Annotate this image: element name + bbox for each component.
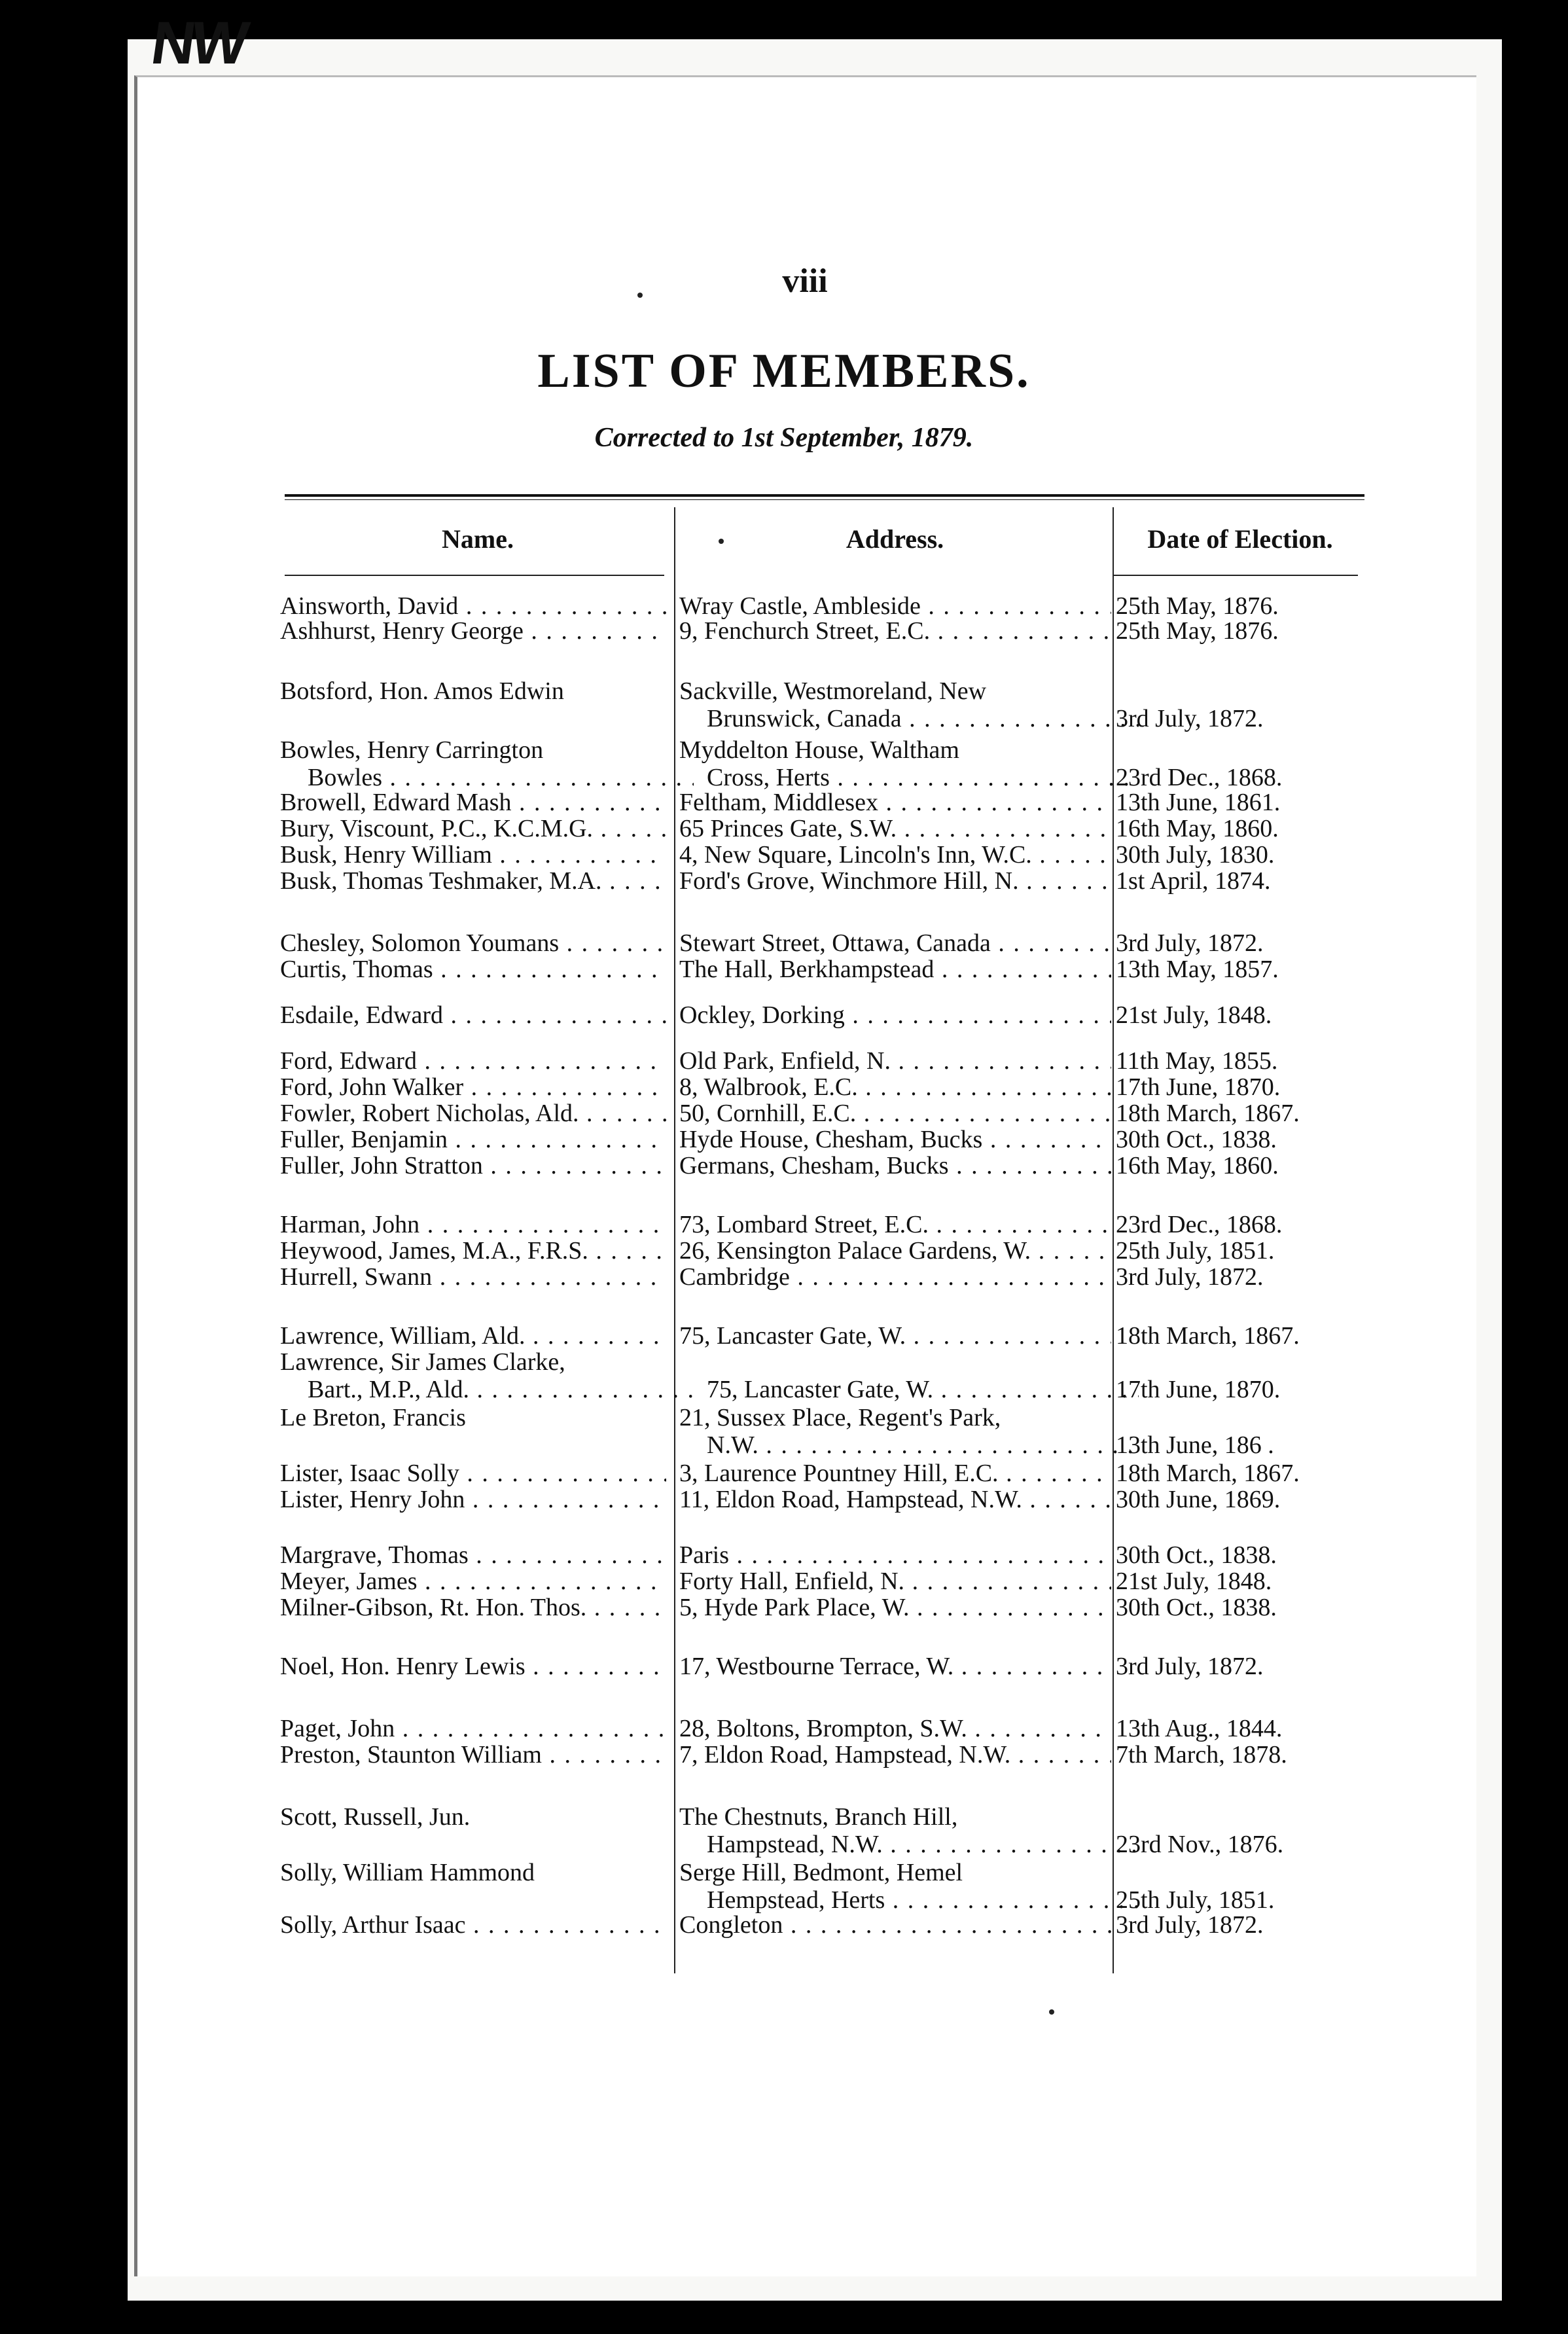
member-name: Paget, John . . . [280, 1715, 666, 1742]
member-name: Ainsworth, David . . . [280, 592, 666, 620]
member-name: Fuller, Benjamin . . . [280, 1126, 666, 1153]
member-election-date: 7th March, 1878. [1116, 1741, 1287, 1768]
member-address: Ockley, Dorking . . . [679, 1001, 1111, 1029]
member-address: 3, Laurence Pountney Hill, E.C. . . . [679, 1460, 1111, 1487]
member-name: Margrave, Thomas . . . [280, 1541, 666, 1569]
member-address: 75, Lancaster Gate, W. . . . [679, 1376, 1139, 1403]
member-election-date: 3rd July, 1872. [1116, 705, 1264, 732]
member-name: Busk, Henry William . . . [280, 841, 666, 869]
member-address: Stewart Street, Ottawa, Canada . . . [679, 929, 1111, 957]
member-election-date: 23rd Dec., 1868. [1116, 1211, 1283, 1238]
member-election-date: 23rd Nov., 1876. [1116, 1831, 1284, 1858]
member-address: 4, New Square, Lincoln's Inn, W.C. . . . [679, 841, 1111, 869]
member-name: Ford, Edward . . . [280, 1047, 666, 1075]
member-address: 11, Eldon Road, Hampstead, N.W. . . . [679, 1486, 1111, 1513]
member-address: Forty Hall, Enfield, N. . . . [679, 1568, 1111, 1595]
column-header-name: Name. [442, 524, 514, 554]
member-election-date: 13th June, 1861. [1116, 789, 1281, 816]
member-election-date: 16th May, 1860. [1116, 815, 1279, 842]
member-election-date: 11th May, 1855. [1116, 1047, 1278, 1075]
member-election-date: 30th Oct., 1838. [1116, 1126, 1277, 1153]
corner-handwritten-mark: NW [147, 10, 249, 77]
member-election-date: 1st April, 1874. [1116, 867, 1271, 895]
member-address: Hyde House, Chesham, Bucks . . . [679, 1126, 1111, 1153]
header-rule-date [1113, 575, 1358, 576]
member-name: Milner-Gibson, Rt. Hon. Thos. . . . [280, 1594, 666, 1621]
member-election-date: 3rd July, 1872. [1116, 1263, 1264, 1291]
member-address: 8, Walbrook, E.C. . . . [679, 1073, 1111, 1101]
member-address: 75, Lancaster Gate, W. . . . [679, 1322, 1111, 1350]
member-election-date: 18th March, 1867. [1116, 1322, 1300, 1350]
member-name: Scott, Russell, Jun. [280, 1803, 471, 1831]
member-election-date: 3rd July, 1872. [1116, 929, 1264, 957]
member-address: Hempstead, Herts . . . [679, 1886, 1139, 1914]
print-speck [1049, 2009, 1054, 2015]
member-election-date: 18th March, 1867. [1116, 1100, 1300, 1127]
member-name: Lawrence, Sir James Clarke, [280, 1348, 565, 1376]
print-speck [637, 293, 643, 298]
member-name: Solly, William Hammond [280, 1859, 535, 1886]
member-address: Germans, Chesham, Bucks . . . [679, 1152, 1111, 1179]
member-name: Bowles, Henry Carrington [280, 736, 544, 764]
member-name: Esdaile, Edward . . . [280, 1001, 666, 1029]
table-top-rule [285, 494, 1364, 497]
member-election-date: 17th June, 1870. [1116, 1376, 1281, 1403]
member-election-date: 25th July, 1851. [1116, 1886, 1275, 1914]
member-address: Sackville, Westmoreland, New [679, 677, 987, 705]
member-address: Myddelton House, Waltham [679, 736, 959, 764]
member-name: Bowles . . . [280, 764, 694, 791]
member-address: Old Park, Enfield, N. . . . [679, 1047, 1111, 1075]
member-address: 9, Fenchurch Street, E.C. . . . [679, 617, 1111, 645]
member-address: 17, Westbourne Terrace, W. . . . [679, 1653, 1111, 1680]
member-name: Curtis, Thomas . . . [280, 956, 666, 983]
member-election-date: 25th May, 1876. [1116, 592, 1279, 620]
member-address: Serge Hill, Bedmont, Hemel [679, 1859, 963, 1886]
member-name: Bury, Viscount, P.C., K.C.M.G. . . . [280, 815, 666, 842]
header-rule-name [285, 575, 664, 576]
member-election-date: 13th June, 186 . [1116, 1431, 1274, 1459]
member-address: Cambridge . . . [679, 1263, 1111, 1291]
member-name: Botsford, Hon. Amos Edwin [280, 677, 564, 705]
member-name: Heywood, James, M.A., F.R.S. . . . [280, 1237, 666, 1265]
member-election-date: 30th June, 1869. [1116, 1486, 1281, 1513]
page-subtitle: Corrected to 1st September, 1879. [594, 423, 974, 453]
column-divider-name-address [674, 507, 675, 1973]
member-name: Preston, Staunton William . . . [280, 1741, 666, 1768]
member-address: Cross, Herts . . . [679, 764, 1139, 791]
member-election-date: 30th Oct., 1838. [1116, 1541, 1277, 1569]
member-election-date: 30th July, 1830. [1116, 841, 1275, 869]
member-election-date: 23rd Dec., 1868. [1116, 764, 1283, 791]
member-name: Fuller, John Stratton . . . [280, 1152, 666, 1179]
member-election-date: 3rd July, 1872. [1116, 1911, 1264, 1939]
member-name: Meyer, James . . . [280, 1568, 666, 1595]
member-address: 7, Eldon Road, Hampstead, N.W. . . . [679, 1741, 1111, 1768]
member-election-date: 21st July, 1848. [1116, 1568, 1272, 1595]
member-name: Noel, Hon. Henry Lewis . . . [280, 1653, 666, 1680]
member-address: Feltham, Middlesex . . . [679, 789, 1111, 816]
member-address: Wray Castle, Ambleside . . . [679, 592, 1111, 620]
member-address: 28, Boltons, Brompton, S.W. . . . [679, 1715, 1111, 1742]
member-name: Ashhurst, Henry George . . . [280, 617, 666, 645]
member-name: Chesley, Solomon Youmans . . . [280, 929, 666, 957]
member-address: 65 Princes Gate, S.W. . . . [679, 815, 1111, 842]
member-address: Paris . . . [679, 1541, 1111, 1569]
column-header-date: Date of Election. [1147, 524, 1333, 554]
member-election-date: 18th March, 1867. [1116, 1460, 1300, 1487]
member-address: 5, Hyde Park Place, W. . . . [679, 1594, 1111, 1621]
member-address: 21, Sussex Place, Regent's Park, [679, 1404, 1001, 1431]
member-name: Solly, Arthur Isaac . . . [280, 1911, 666, 1939]
member-name: Lawrence, William, Ald. . . . [280, 1322, 666, 1350]
member-address: N.W. . . . [679, 1431, 1139, 1459]
member-election-date: 25th July, 1851. [1116, 1237, 1275, 1265]
member-address: The Hall, Berkhampstead . . . [679, 956, 1111, 983]
member-name: Lister, Henry John . . . [280, 1486, 666, 1513]
column-header-address: Address. [846, 524, 944, 554]
member-election-date: 21st July, 1848. [1116, 1001, 1272, 1029]
member-election-date: 13th Aug., 1844. [1116, 1715, 1283, 1742]
table-top-rule-thin [285, 499, 1364, 500]
print-speck [719, 539, 724, 544]
member-election-date: 13th May, 1857. [1116, 956, 1279, 983]
member-name: Fowler, Robert Nicholas, Ald. . . . [280, 1100, 666, 1127]
member-election-date: 3rd July, 1872. [1116, 1653, 1264, 1680]
member-election-date: 25th May, 1876. [1116, 617, 1279, 645]
member-name: Bart., M.P., Ald. . . . [280, 1376, 694, 1403]
member-name: Hurrell, Swann . . . [280, 1263, 666, 1291]
member-address: 73, Lombard Street, E.C. . . . [679, 1211, 1111, 1238]
member-address: Congleton . . . [679, 1911, 1111, 1939]
page-title: LIST OF MEMBERS. [537, 344, 1031, 398]
member-election-date: 16th May, 1860. [1116, 1152, 1279, 1179]
member-name: Ford, John Walker . . . [280, 1073, 666, 1101]
member-address: 26, Kensington Palace Gardens, W. . . . [679, 1237, 1111, 1265]
member-name: Browell, Edward Mash . . . [280, 789, 666, 816]
member-address: 50, Cornhill, E.C. . . . [679, 1100, 1111, 1127]
member-name: Busk, Thomas Teshmaker, M.A. . . . [280, 867, 666, 895]
page-number: viii [782, 262, 828, 300]
member-address: Brunswick, Canada . . . [679, 705, 1139, 732]
member-address: The Chestnuts, Branch Hill, [679, 1803, 958, 1831]
member-address: Hampstead, N.W. . . . [679, 1831, 1139, 1858]
member-election-date: 17th June, 1870. [1116, 1073, 1281, 1101]
member-name: Lister, Isaac Solly . . . [280, 1460, 666, 1487]
member-name: Harman, John . . . [280, 1211, 666, 1238]
member-election-date: 30th Oct., 1838. [1116, 1594, 1277, 1621]
member-address: Ford's Grove, Winchmore Hill, N. . . . [679, 867, 1111, 895]
member-name: Le Breton, Francis [280, 1404, 466, 1431]
